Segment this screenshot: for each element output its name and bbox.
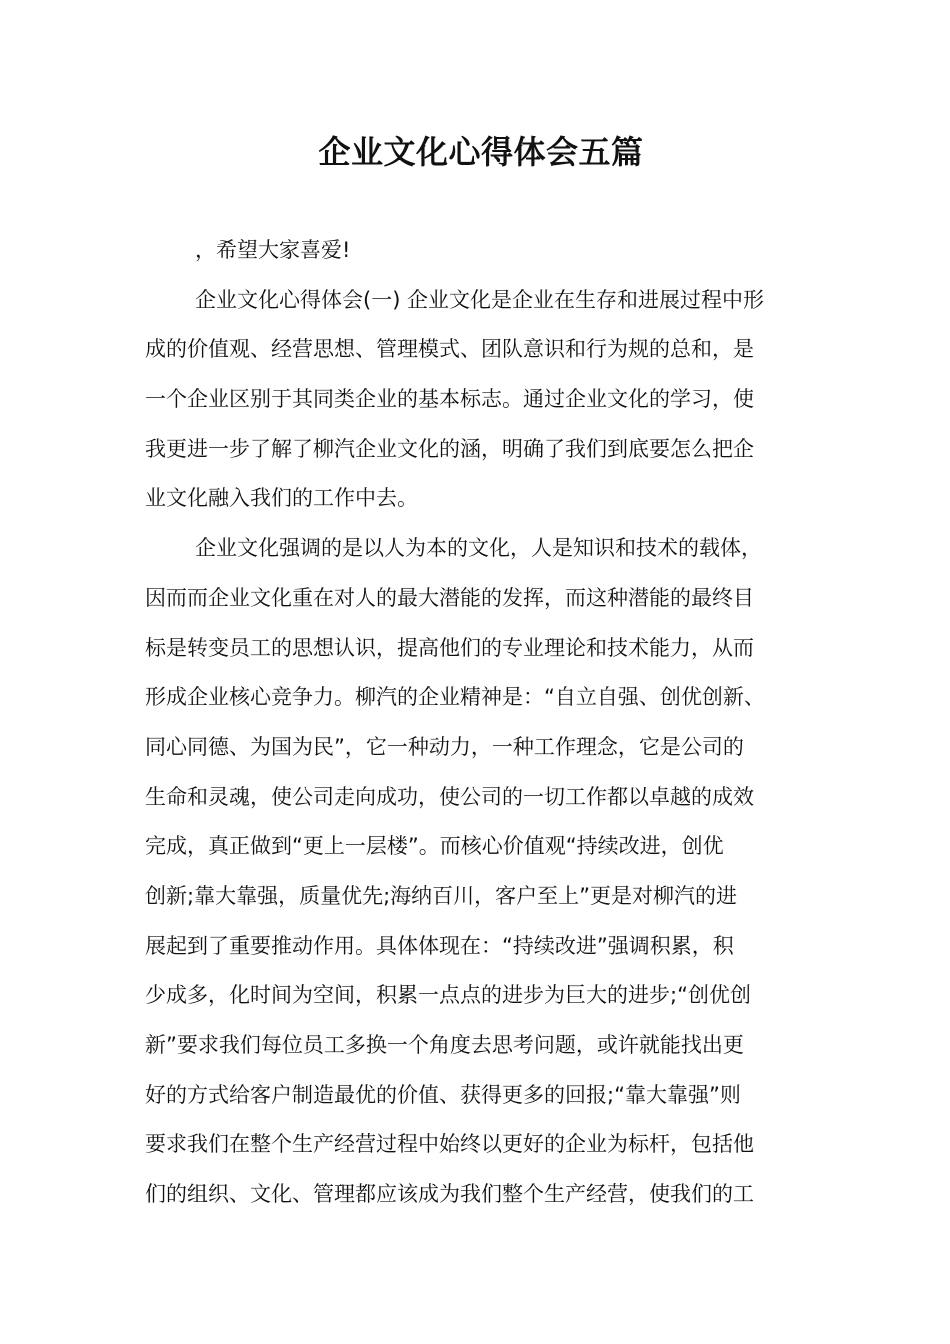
text-line: 生命和灵魂，使公司走向成功，使公司的一切工作都以卓越的成效 xyxy=(145,784,754,809)
text-line: 新”要求我们每位员工多换一个角度去思考问题，或许就能找出更 xyxy=(145,1033,744,1057)
text-line: 要求我们在整个生产经营过程中始终以更好的企业为标杆，包括他 xyxy=(145,1132,754,1157)
document-title: 企业文化心得体会五篇 xyxy=(318,133,644,171)
text-line: ，希望大家喜爱! xyxy=(195,238,351,262)
text-line: 我更进一步了解了柳汽企业文化的涵，明确了我们到底要怎么把企 xyxy=(145,436,754,461)
text-line: 一个企业区别于其同类企业的基本标志。通过企业文化的学习，使 xyxy=(145,387,754,412)
text-line: 企业文化心得体会(一) 企业文化是企业在生存和进展过程中形 xyxy=(195,287,765,312)
text-line: 同心同德、为国为民”，它一种动力，一种工作理念，它是公司的 xyxy=(145,734,744,759)
text-line: 创新;靠大靠强，质量优先;海纳百川，客户至上”更是对柳汽的进 xyxy=(145,883,738,908)
text-line: 因而而企业文化重在对人的最大潜能的发挥，而这种潜能的最终目 xyxy=(145,585,754,610)
text-line: 标是转变员工的思想认识，提高他们的专业理论和技术能力，从而 xyxy=(145,635,754,660)
text-line: 企业文化强调的是以人为本的文化，人是知识和技术的载体， xyxy=(195,536,762,561)
text-line: 们的组织、文化、管理都应该成为我们整个生产经营，使我们的工 xyxy=(145,1182,754,1207)
text-line: 成的价值观、经营思想、管理模式、团队意识和行为规的总和，是 xyxy=(145,337,754,362)
text-line: 好的方式给客户制造最优的价值、获得更多的回报;“靠大靠强”则 xyxy=(145,1082,741,1107)
text-line: 展起到了重要推动作用。具体体现在：“持续改进”强调积累，积 xyxy=(145,933,734,958)
text-line: 形成企业核心竞争力。柳汽的企业精神是：“自立自强、创优创新、 xyxy=(145,685,765,710)
document-body xyxy=(145,226,813,1220)
text-line: 完成，真正做到“更上一层楼”。而核心价值观“持续改进，创优 xyxy=(145,834,724,859)
text-line: 少成多，化时间为空间，积累一点点的进步为巨大的进步;“创优创 xyxy=(145,983,751,1008)
text-line: 业文化融入我们的工作中去。 xyxy=(145,486,418,511)
